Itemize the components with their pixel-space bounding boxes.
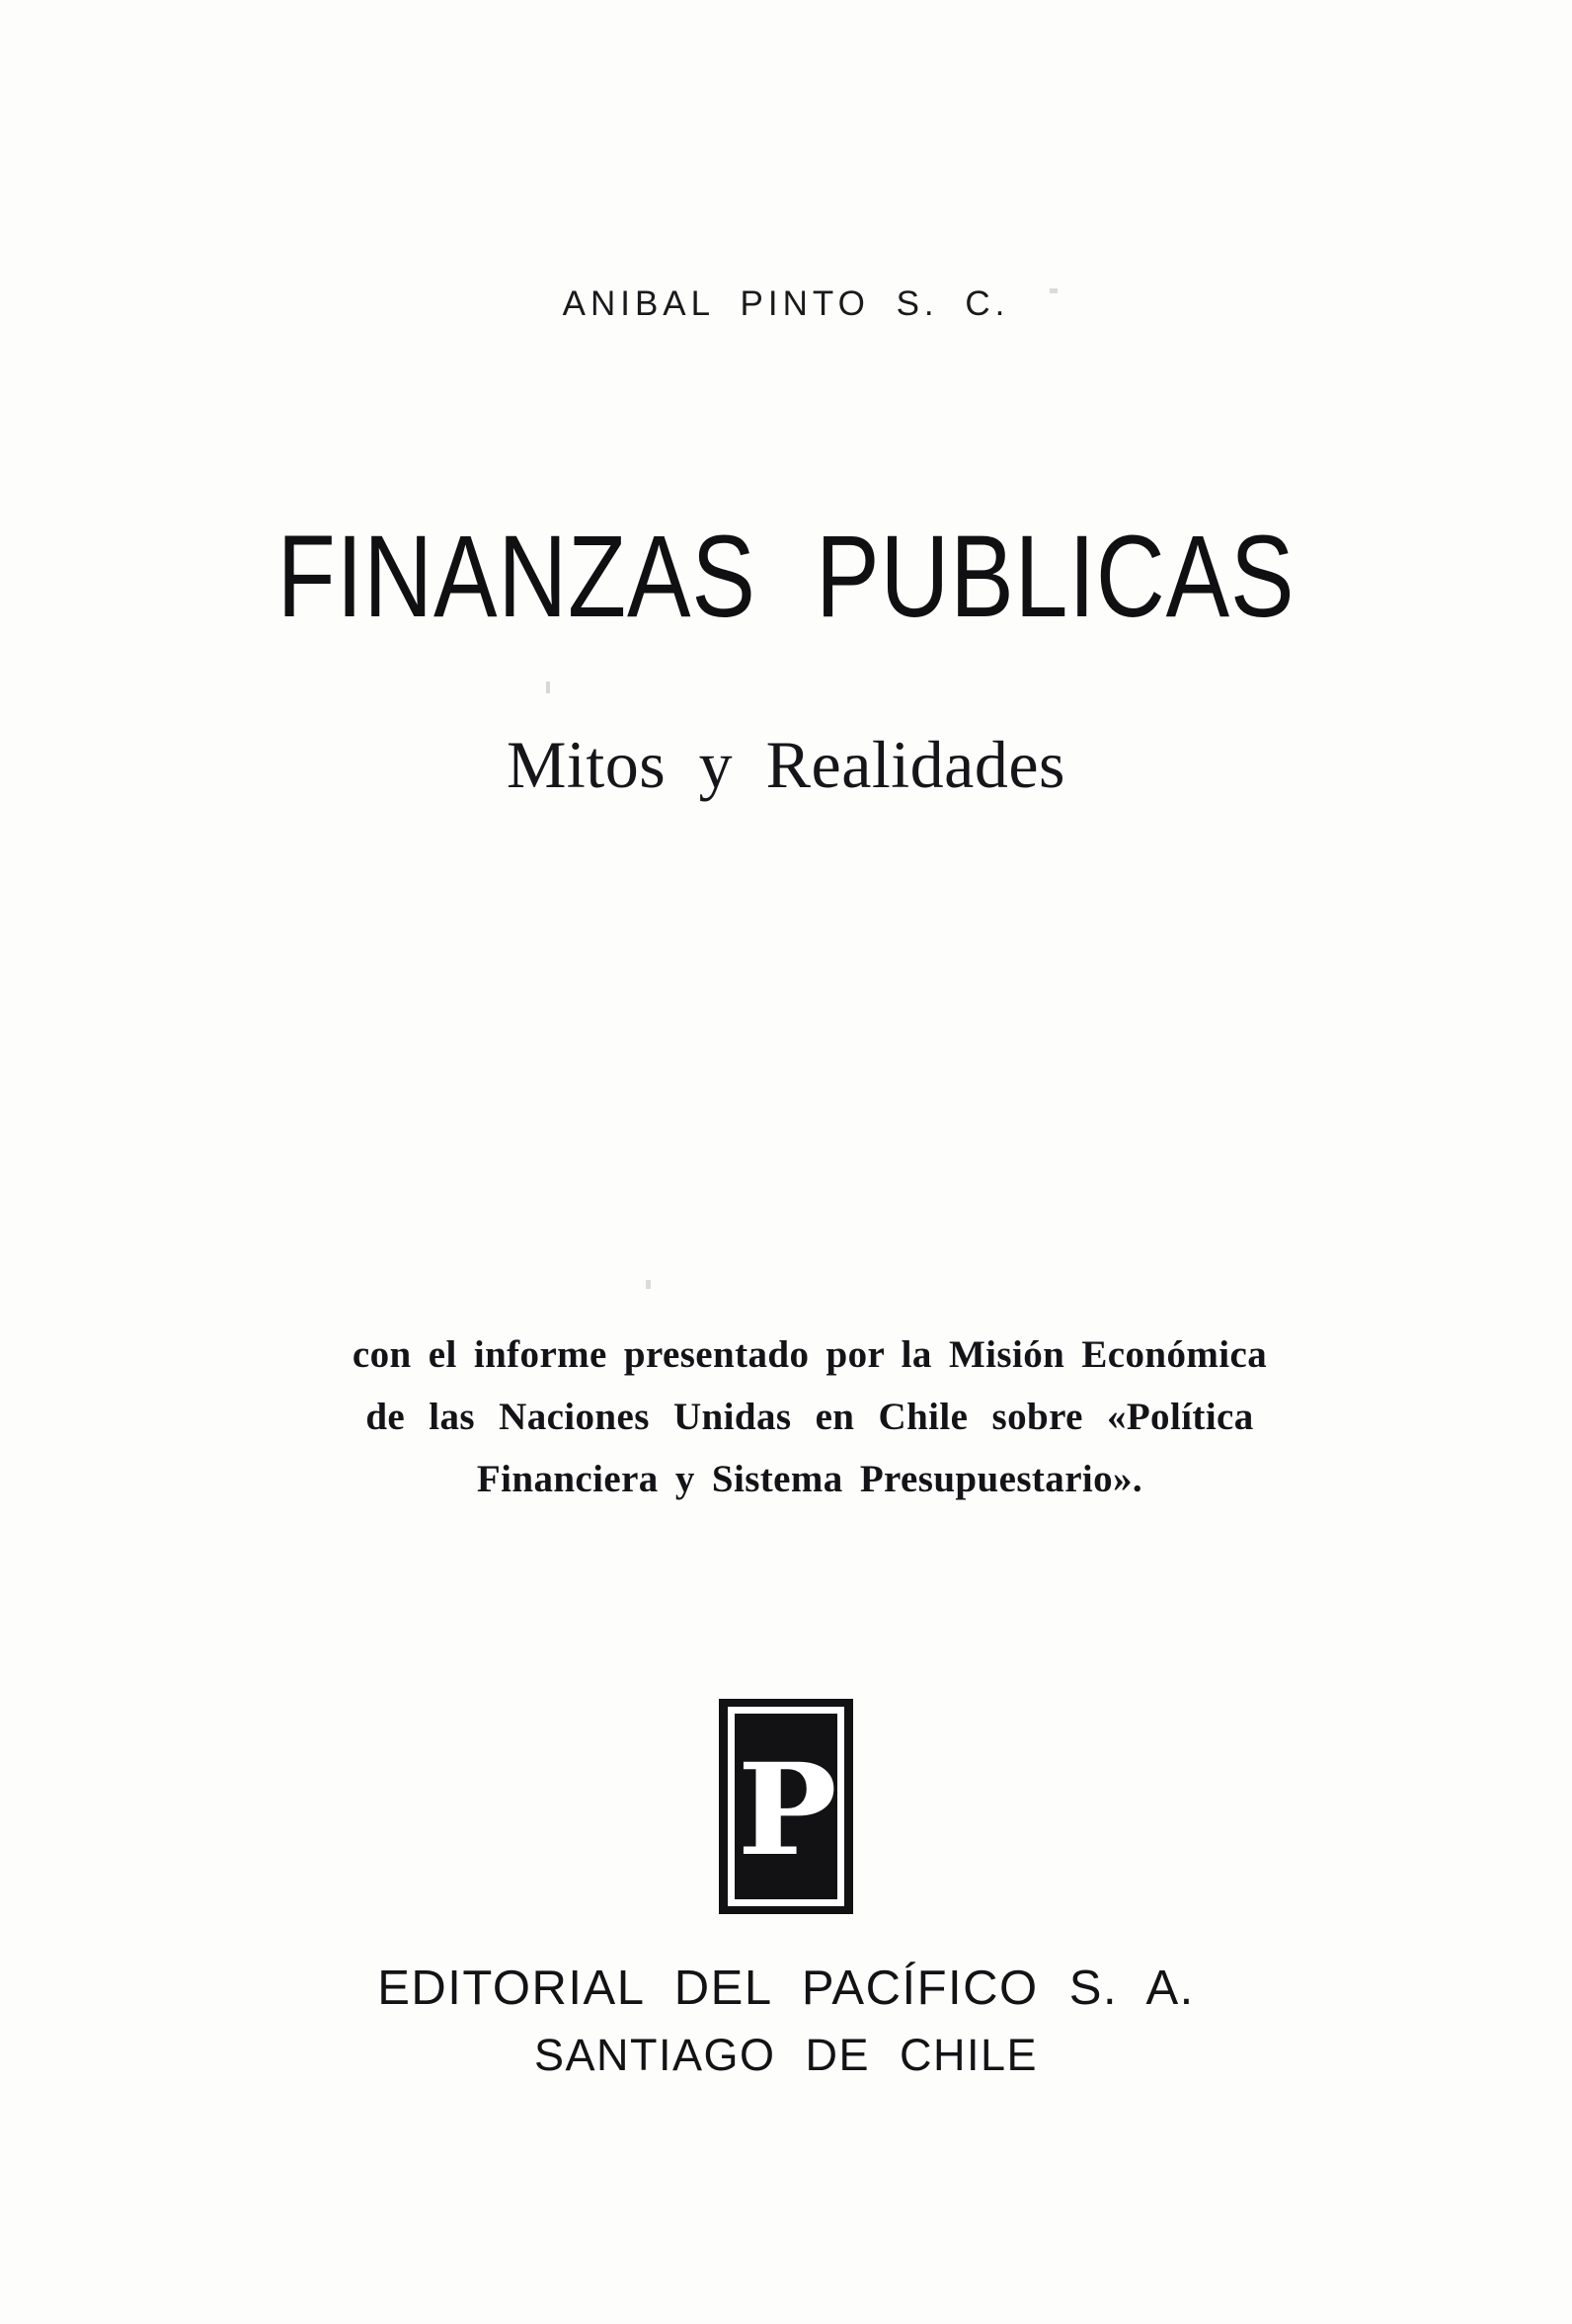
description-line-3: Financiera y Sistema Presupuestario». (476, 1458, 1143, 1501)
publisher-logo-frame (728, 1707, 844, 1906)
publisher-city: SANTIAGO DE CHILE (533, 2030, 1039, 2080)
publisher-name: EDITORIAL DEL PACÍFICO S. A. (377, 1962, 1195, 2015)
page-subtitle: Mitos y Realidades (506, 727, 1066, 802)
page-title: FINANZAS PUBLICAS (276, 512, 1296, 642)
description-line-1: con el informe presentado por la Misión Económica (352, 1333, 1268, 1376)
publisher-monogram-icon: P (737, 1736, 835, 1884)
description-block (252, 1323, 1368, 1511)
description-line-2: de las Naciones Unidas en Chile sobre «Política (365, 1396, 1254, 1439)
publisher-imprint (0, 1961, 1572, 2081)
scan-speck (646, 1280, 651, 1289)
scan-speck (546, 681, 550, 693)
publisher-logo (719, 1699, 853, 1914)
author-name: ANIBAL PINTO S. C. (562, 284, 1010, 323)
